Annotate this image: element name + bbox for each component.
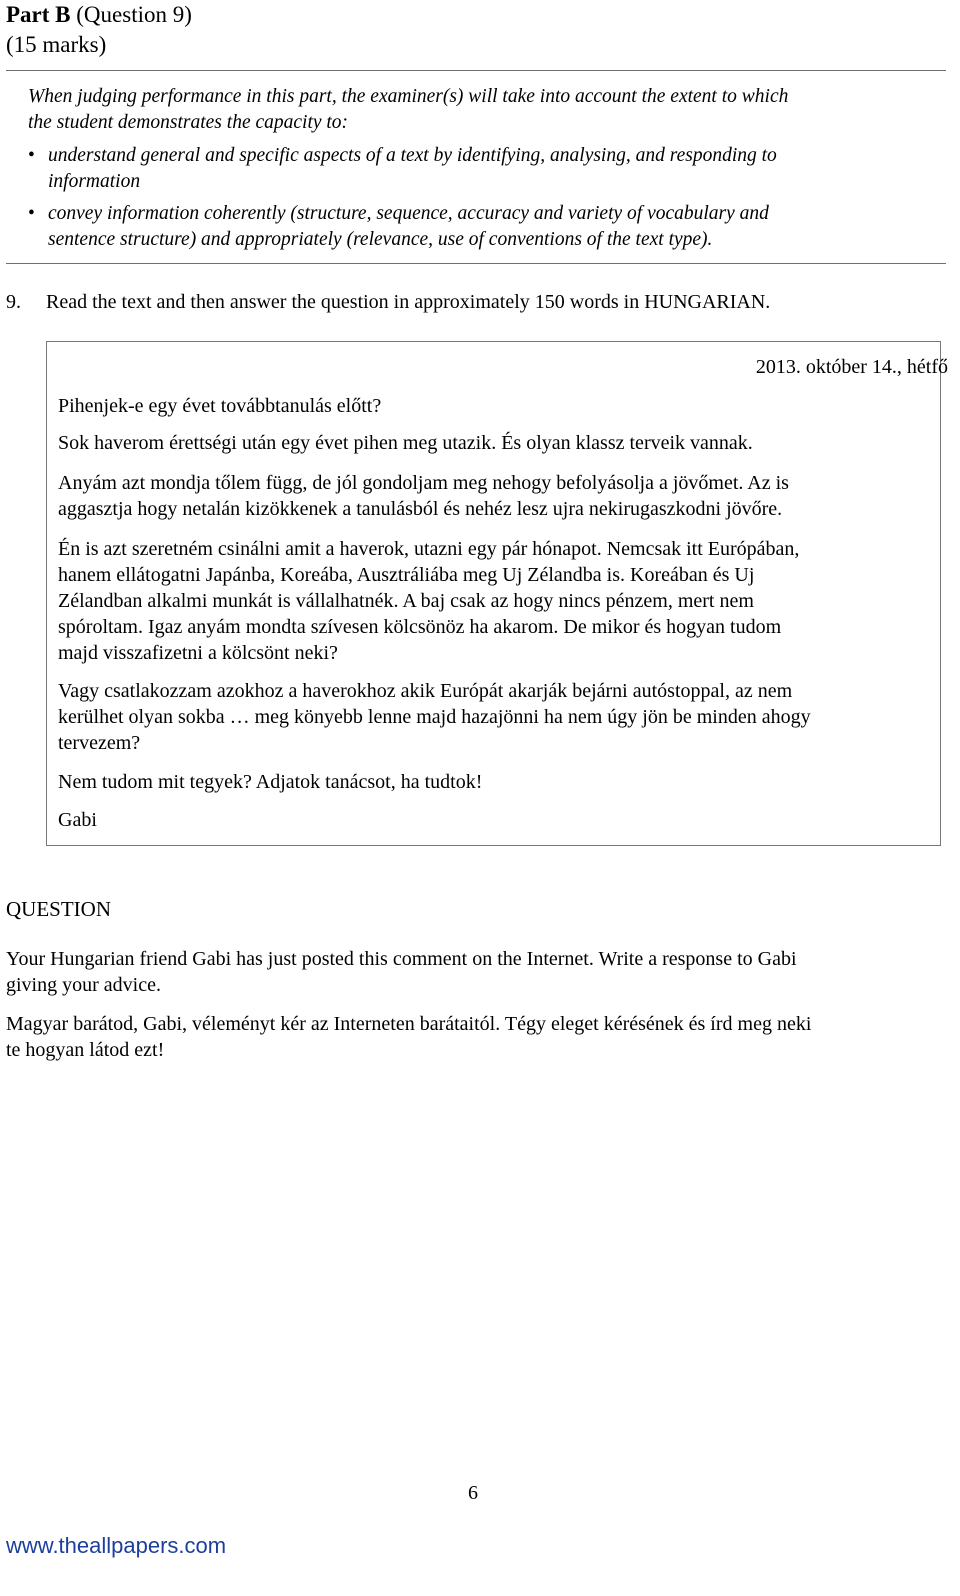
question-heading: QUESTION: [6, 897, 111, 921]
post-line: Zélandban alkalmi munkát is vállalhatnék. A baj csak az hogy nincs pénzem, mert nem: [58, 590, 754, 612]
bullet-icon: •: [28, 145, 35, 166]
page-number: 6: [468, 1482, 478, 1504]
bullet-text-line: understand general and specific aspects of a text by identifying, analysing, and responding to: [48, 145, 777, 166]
question-instruction-text: Read the text and then answer the question in approximately 150 words in HUNGARIAN.: [46, 291, 771, 313]
post-paragraph: [58, 678, 811, 756]
post-paragraph: [58, 470, 789, 522]
post-line: Én is azt szeretném csinálni amit a haverok, utazni egy pár hónapot. Nemcsak itt Európában,: [58, 538, 800, 560]
bullet-text-line: convey information coherently (structure, sequence, accuracy and variety of vocabulary and: [48, 203, 769, 224]
post-line: tervezem?: [58, 732, 141, 754]
post-paragraph: Nem tudom mit tegyek? Adjatok tanácsot, ha tudtok!: [58, 771, 483, 793]
post-line: aggasztja hogy netalán kizökkenek a tanulásból és nehéz lesz ujra nekirugaszkodni jövőre.: [58, 498, 783, 520]
top-divider: [6, 70, 946, 71]
post-title: Pihenjek-e egy évet továbbtanulás előtt?: [58, 395, 382, 417]
part-heading: [6, 0, 192, 60]
question-hungarian: [6, 1011, 941, 1063]
criteria-divider: [6, 263, 946, 264]
post-line: kerülhet olyan sokba … meg könyebb lenne majd hazajönni ha nem úgy jön be minden ahogy: [58, 706, 811, 728]
post-line: Sok haverom érettségi után egy évet pihen meg utazik. És olyan klassz terveik vannak.: [58, 432, 753, 454]
bullet-text-line: sentence structure) and appropriately (relevance, use of conventions of the text type).: [48, 229, 713, 250]
question-line: te hogyan látod ezt!: [6, 1039, 165, 1061]
question-9-instruction: [6, 289, 770, 315]
post-line: hanem ellátogatni Japánba, Koreába, Ausztráliába meg Uj Zélandba is. Koreában és Uj: [58, 564, 755, 586]
marks-label: (15 marks): [6, 32, 107, 57]
post-line: spóroltam. Igaz anyám mondta szívesen kölcsönöz ha akarom. De mikor és hogyan tudom: [58, 616, 782, 638]
post-paragraph: [58, 536, 799, 666]
post-line: Vagy csatlakozzam azokhoz a haverokhoz akik Európát akarják bejárni autóstoppal, az nem: [58, 680, 793, 702]
post-line: Anyám azt mondja tőlem függ, de jól gondoljam meg nehogy befolyásolja a jövőmet. Az is: [58, 472, 789, 494]
question-line: Your Hungarian friend Gabi has just posted this comment on the Internet. Write a response to Gabi: [6, 948, 797, 970]
bullet-icon: •: [28, 203, 35, 224]
criteria-intro-line: When judging performance in this part, the examiner(s) will take into account the extent to which: [28, 86, 789, 107]
post-signature: Gabi: [58, 809, 97, 831]
criteria-intro: [28, 84, 948, 136]
bullet-text-line: information: [48, 171, 141, 192]
question-ref: (Question 9): [70, 2, 192, 27]
question-number: 9.: [6, 291, 21, 313]
criteria-intro-line: the student demonstrates the capacity to:: [28, 112, 349, 133]
question-line: Magyar barátod, Gabi, véleményt kér az Interneten barátaitól. Tégy eleget kérésének és írd meg neki: [6, 1013, 812, 1035]
part-label: Part B: [6, 2, 71, 27]
post-line: majd visszafizetni a kölcsönt neki?: [58, 642, 338, 664]
post-date: 2013. október 14., hétfő: [755, 356, 948, 378]
post-paragraph: [58, 430, 753, 456]
footer-url: www.theallpapers.com: [6, 1533, 227, 1558]
question-english: [6, 946, 941, 998]
question-line: giving your advice.: [6, 974, 161, 996]
